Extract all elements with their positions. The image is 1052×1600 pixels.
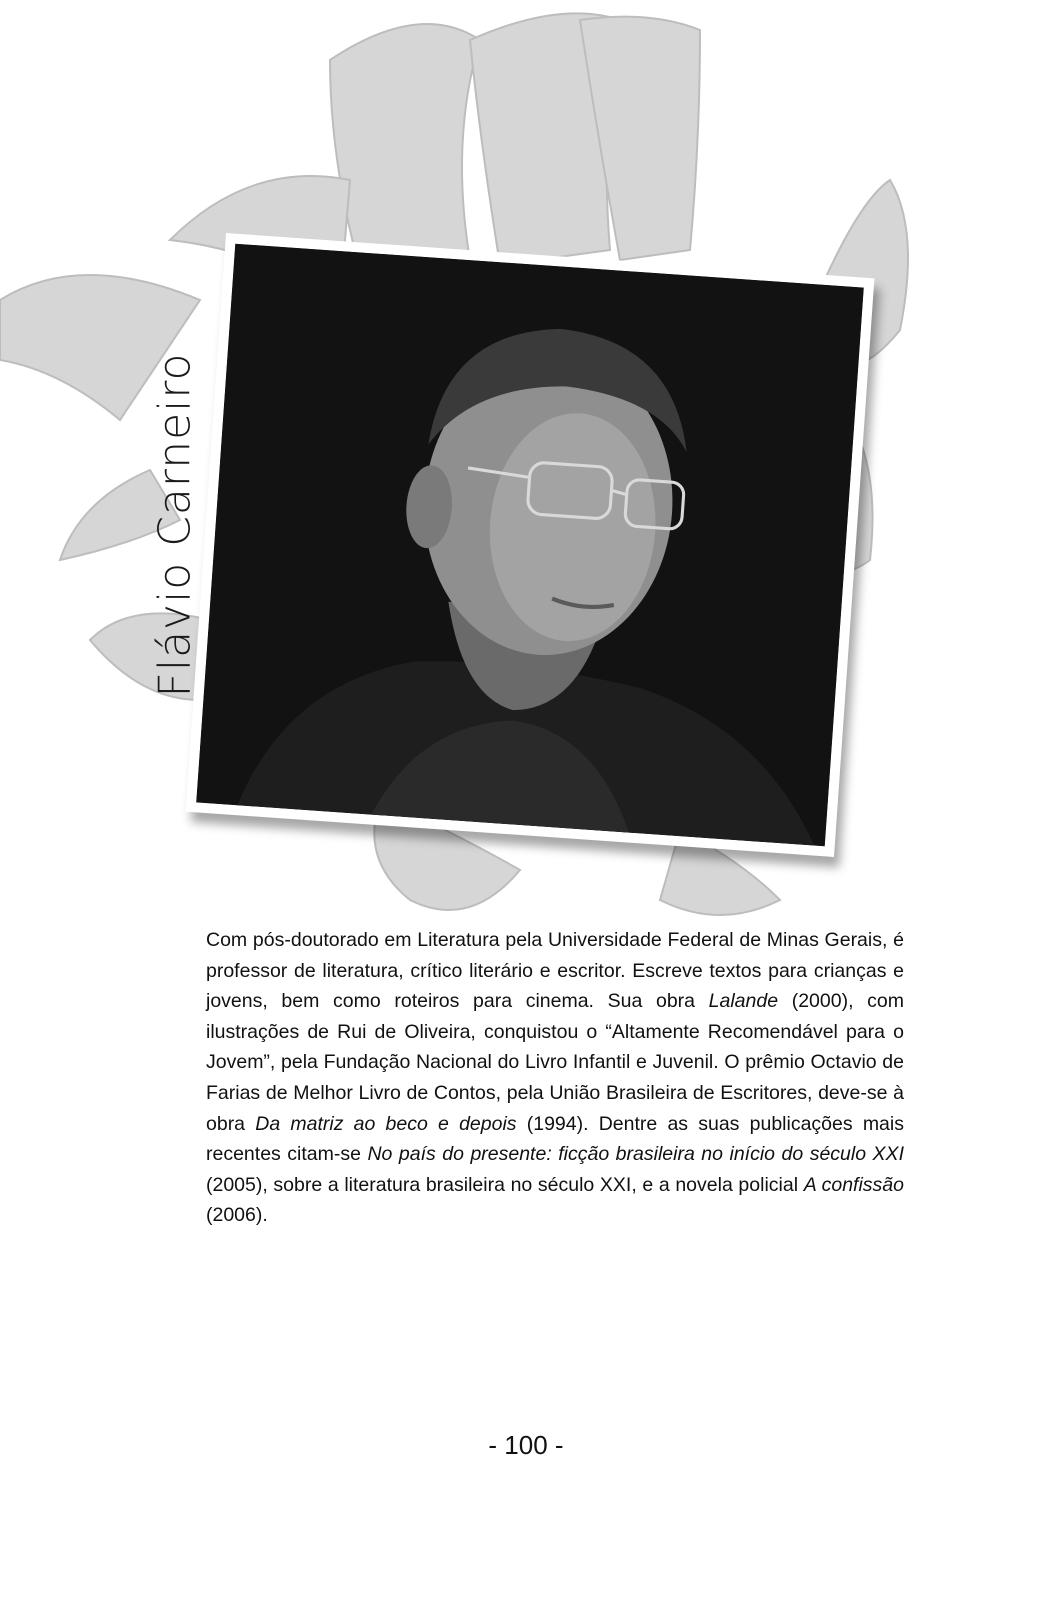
author-name: Flávio Carneiro: [149, 352, 201, 698]
author-photo-frame: [186, 233, 875, 857]
bio-text-3: (1994). Dentre as suas publicações mais recentes citam-se: [206, 1112, 904, 1166]
work-title-da-matriz: Da matriz ao beco e depois: [255, 1112, 517, 1135]
biography-paragraph: [206, 925, 904, 1231]
author-photo: [196, 244, 864, 847]
work-title-lalande: Lalande: [708, 990, 779, 1013]
bio-text-2: (2000), com ilustrações de Rui de Oliveira, conquistou o “Altamente Recomendável para o Jovem”, pela Fundação Nacional do Livro Infantil e Juvenil. O prêmio Octavio de Farias de Melhor Livro de Contos, pela União Brasileira de Escritores, deve-se à obra: [206, 990, 904, 1135]
bio-text-1: Com pós-doutorado em Literatura pela Universidade Federal de Minas Gerais, é professor de literatura, crítico literário e escritor. Escreve textos para crianças e jovens, bem como roteiros para cinema. Sua obra: [206, 929, 904, 1013]
work-title-no-pais-do-presente: No país do presente: ficção brasileira no início do século XXI: [367, 1143, 904, 1166]
bio-text-5: (2006).: [206, 1204, 268, 1227]
page-number: - 100 -: [488, 1430, 564, 1460]
bio-text-4: (2005), sobre a literatura brasileira no século XXI, e a novela policial: [206, 1173, 804, 1196]
portrait-image: [196, 244, 864, 847]
work-title-a-confissao: A confissão: [803, 1173, 904, 1196]
